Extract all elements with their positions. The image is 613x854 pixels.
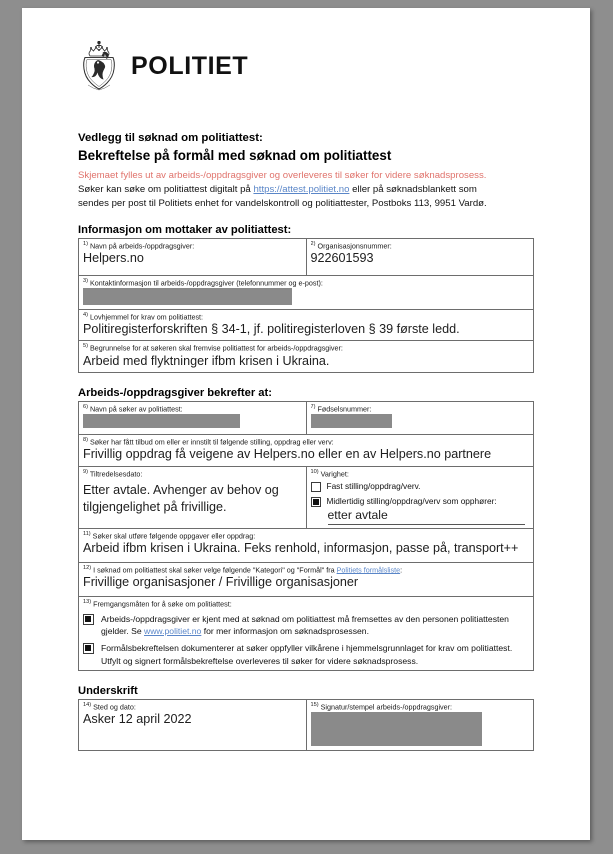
- field-start-date[interactable]: [79, 467, 307, 528]
- field-signature[interactable]: [306, 699, 534, 750]
- field-label: Sted og dato:: [93, 702, 136, 712]
- table-row: [79, 402, 534, 435]
- section-heading-signature: Underskrift: [78, 684, 138, 697]
- info-line-pre: Søker kan søke om politiattest digitalt på: [78, 183, 254, 195]
- field-value: [83, 288, 529, 305]
- field-justification[interactable]: [79, 341, 534, 373]
- table-row: [79, 435, 534, 467]
- info-line-post: eller på søknadsblankett som: [349, 183, 477, 195]
- checkbox-procedure-1-label: [101, 613, 529, 637]
- field-value: Frivillig oppdrag få veigene av Helpers.no eller en av Helpers.no partnere: [83, 447, 492, 462]
- field-label: Varighet:: [320, 469, 349, 479]
- field-value: Helpers.no: [83, 250, 144, 265]
- field-number: 14): [83, 701, 92, 708]
- applicant-info-table: [78, 401, 534, 671]
- field-value: Politiregisterforskriften § 34-1, jf. politiregisterloven § 39 første ledd.: [83, 321, 460, 336]
- checkbox-row-permanent[interactable]: [311, 481, 530, 492]
- field-value: 922601593: [310, 250, 374, 265]
- field-value: Frivillige organisasjoner / Frivillige organisasjoner: [83, 574, 359, 589]
- field-procedure[interactable]: [79, 596, 534, 670]
- checkbox-temporary-icon[interactable]: [311, 497, 321, 507]
- field-value: Arbeid ifbm krisen i Ukraina. Feks renhold, informasjon, passe på, transport++: [83, 540, 519, 555]
- field-value: [83, 414, 302, 428]
- politiet-logo: [78, 38, 534, 94]
- table-row: [79, 341, 534, 373]
- checkbox-row-procedure-1[interactable]: [83, 613, 529, 637]
- postal-address-line: sendes per post til Politiets enhet for vandelskontroll og politiattester, Postboks 113, 9951 Vardø.: [78, 197, 487, 209]
- redaction-bar: [311, 712, 482, 746]
- field-org-number[interactable]: [306, 238, 534, 275]
- field-number: 3): [83, 277, 88, 284]
- checkbox-row-procedure-2[interactable]: [83, 642, 529, 666]
- field-place-date[interactable]: [79, 699, 307, 750]
- checkbox-row-temporary[interactable]: [311, 496, 530, 507]
- politiet-website-link[interactable]: www.politiet.no: [144, 626, 202, 637]
- procedure-1-text-pre: Arbeids-/oppdragsgiver er kjent med at søknad om politiattest må fremsettes av den personen politiattesten gjelder. Se: [101, 613, 509, 637]
- red-notice: Skjemaet fylles ut av arbeids-/oppdragsgiver og overleveres til søker for videre søknadsprosess.: [78, 170, 487, 182]
- field-number: 6): [83, 404, 88, 411]
- field-contact-info[interactable]: [79, 275, 534, 309]
- purpose-list-link[interactable]: Politiets formålsliste: [336, 564, 401, 574]
- field-label: Tiltredelsesdato:: [89, 469, 143, 479]
- field-number: 15): [310, 701, 319, 708]
- field-label: Søker skal utføre følgende oppgaver eller oppdrag:: [92, 530, 256, 540]
- checkbox-procedure-2-icon[interactable]: [83, 643, 94, 654]
- field-value: Arbeid med flyktninger ifbm krisen i Ukraina.: [83, 353, 330, 368]
- field-number: 2): [310, 240, 316, 247]
- document-page: [22, 8, 590, 840]
- document-header: [78, 131, 534, 211]
- redaction-bar: [83, 288, 292, 305]
- field-value: [311, 712, 530, 746]
- field-number: 5): [83, 343, 88, 350]
- field-label: Organisasjonsnummer:: [317, 240, 392, 250]
- table-row: [79, 467, 534, 528]
- checkbox-permanent-label: Fast stilling/oppdrag/verv.: [326, 481, 421, 492]
- politiet-wordmark: POLITIET: [131, 51, 249, 80]
- recipient-info-table: [78, 238, 534, 374]
- field-number: 1): [83, 240, 88, 247]
- field-value: Asker 12 april 2022: [83, 712, 192, 727]
- field-label-post: :: [400, 564, 403, 574]
- field-number: 9): [83, 469, 88, 476]
- norwegian-coat-of-arms-icon: [78, 41, 120, 91]
- field-label-pre: I søknad om politiattest skal søker velge følgende "Kategori" og "Formål" fra: [93, 564, 337, 574]
- table-row: [79, 309, 534, 341]
- field-label: Fremgangsmåten for å søke om politiattest:: [93, 598, 232, 608]
- field-tasks[interactable]: [79, 528, 534, 562]
- table-row: [79, 275, 534, 309]
- field-number: 13): [83, 598, 92, 605]
- table-row: [79, 238, 534, 275]
- checkbox-permanent-icon[interactable]: [311, 482, 321, 492]
- table-row: [79, 528, 534, 562]
- signature-table: [78, 699, 534, 751]
- redaction-bar: [311, 414, 392, 428]
- field-position-offered[interactable]: [79, 435, 534, 467]
- procedure-1-text-post: for mer informasjon om søknadsprosessen.: [201, 626, 369, 637]
- field-label: Fødselsnummer:: [317, 404, 372, 414]
- field-label: Kontaktinformasjon til arbeids-/oppdragsgiver (telefonnummer og e-post):: [89, 277, 323, 287]
- field-number: 12): [83, 564, 92, 571]
- field-label: Signatur/stempel arbeids-/oppdragsgiver:: [320, 702, 453, 712]
- document-content: [78, 38, 534, 751]
- checkbox-temporary-label: Midlertidig stilling/oppdrag/verv som opphører:: [326, 495, 497, 506]
- field-number: 10): [310, 469, 319, 476]
- field-employer-name[interactable]: [79, 238, 307, 275]
- table-row: [79, 596, 534, 670]
- field-applicant-name[interactable]: [79, 402, 307, 435]
- redaction-bar: [83, 414, 240, 428]
- field-label: Begrunnelse for at søkeren skal fremvise politiattest for arbeids-/oppdragsgiver:: [89, 343, 343, 353]
- field-label: Navn på arbeids-/oppdragsgiver:: [89, 240, 195, 250]
- field-label: Lovhjemmel for krav om politiattest:: [89, 311, 204, 321]
- field-number: 7): [310, 404, 316, 411]
- checkbox-procedure-1-icon[interactable]: [83, 614, 94, 625]
- field-category-purpose[interactable]: [79, 562, 534, 596]
- field-label: Søker har fått tilbud om eller er innstilt til følgende stilling, oppdrag eller verv:: [89, 437, 334, 447]
- field-value-line2: tilgjengelighet på frivillige.: [83, 499, 227, 514]
- section-heading-employer-confirms: Arbeids-/oppdragsgiver bekrefter at:: [78, 387, 272, 400]
- document-subtitle: Vedlegg til søknad om politiattest:: [78, 132, 263, 144]
- field-label: Navn på søker av politiattest:: [89, 404, 183, 414]
- field-legal-basis[interactable]: [79, 309, 534, 341]
- field-number: 4): [83, 311, 88, 318]
- field-number: 8): [83, 437, 88, 444]
- checkbox-procedure-2-label: Formålsbekreftelsen dokumenterer at søker oppfyller vilkårene i hjemmelsgrunnlaget for krav om politiattest. Utfylt og signert formålsbekreftelse overleveres til søker for videre søknadsprosess.: [101, 643, 513, 666]
- page-title: Bekreftelse på formål med søknad om politiattest: [78, 148, 392, 164]
- digital-application-info: [78, 183, 534, 197]
- field-value: [311, 414, 530, 428]
- field-birth-number[interactable]: [306, 402, 534, 435]
- attest-politiet-link[interactable]: https://attest.politiet.no: [253, 183, 350, 195]
- table-row: [79, 699, 534, 750]
- field-value-line1: Etter avtale. Avhenger av behov og: [83, 483, 279, 498]
- field-number: 11): [83, 530, 91, 537]
- table-row: [79, 562, 534, 596]
- field-duration[interactable]: [306, 467, 534, 528]
- section-heading-recipient: Informasjon om mottaker av politiattest:: [78, 223, 292, 236]
- temporary-duration-value[interactable]: etter avtale: [328, 508, 525, 525]
